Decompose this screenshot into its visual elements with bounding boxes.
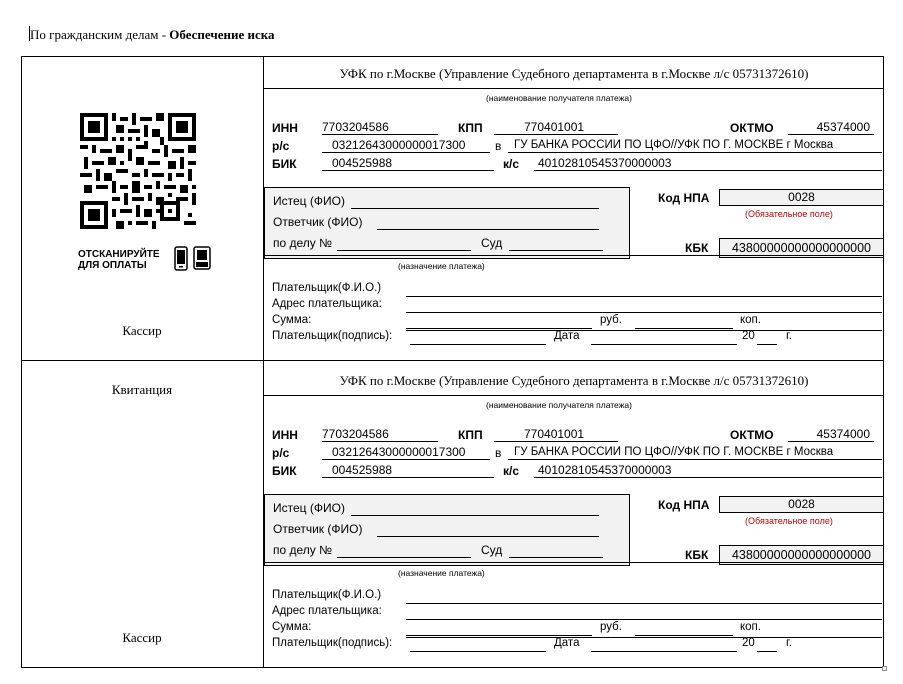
payment-section-receipt bbox=[264, 364, 884, 668]
year-field[interactable] bbox=[757, 651, 777, 652]
plaintiff-label: Истец (ФИО) bbox=[273, 501, 345, 515]
resize-handle[interactable] bbox=[882, 666, 887, 671]
inn-field[interactable]: 7703204586 bbox=[322, 427, 438, 442]
payer-name-field[interactable] bbox=[406, 296, 882, 297]
npa-label: Код НПА bbox=[658, 498, 710, 512]
amount-rub-field[interactable] bbox=[406, 328, 592, 329]
recipient-caption: (наименование получателя платежа) bbox=[486, 400, 632, 410]
amount-rule bbox=[406, 330, 882, 331]
header-prefix: По гражданским делам - bbox=[30, 27, 170, 42]
kbk-label: КБК bbox=[685, 548, 709, 562]
oktmo-label: ОКТМО bbox=[730, 428, 774, 442]
court-field[interactable] bbox=[509, 250, 603, 251]
purpose-rule bbox=[264, 562, 884, 563]
page-header bbox=[30, 27, 275, 43]
court-field[interactable] bbox=[509, 557, 603, 558]
account-field[interactable]: 03212643000000017300 bbox=[322, 138, 490, 153]
amount-label: Сумма: bbox=[272, 314, 312, 326]
bik-field[interactable]: 004525988 bbox=[322, 463, 494, 478]
purpose-rule bbox=[264, 255, 884, 256]
payer-name-label: Плательщик(Ф.И.О.) bbox=[272, 282, 382, 294]
date-label: Дата bbox=[554, 330, 580, 342]
date-label: Дата bbox=[554, 637, 580, 649]
bank-in-label: в bbox=[495, 446, 502, 460]
amount-kop-field[interactable] bbox=[635, 328, 733, 329]
parties-box bbox=[264, 187, 630, 259]
signature-label: Плательщик(подпись): bbox=[272, 330, 393, 342]
plaintiff-field[interactable] bbox=[351, 208, 599, 209]
kbk-field[interactable]: 43800000000000000000 bbox=[719, 545, 884, 565]
cashier-label-bottom: Кассир bbox=[122, 630, 162, 645]
date-field[interactable] bbox=[591, 344, 737, 345]
phone-scan-icon bbox=[174, 246, 212, 272]
court-label: Суд bbox=[481, 236, 503, 250]
scan-caption-line2: ДЛЯ ОПЛАТЫ bbox=[78, 260, 147, 271]
rs-label: р/с bbox=[272, 446, 290, 460]
plaintiff-field[interactable] bbox=[351, 515, 599, 516]
kpp-field[interactable]: 770401001 bbox=[494, 120, 618, 135]
bik-label: БИК bbox=[272, 157, 297, 171]
defendant-field[interactable] bbox=[377, 536, 599, 537]
amount-rub-field[interactable] bbox=[406, 635, 592, 636]
case-number-field[interactable] bbox=[337, 557, 471, 558]
kbk-field[interactable]: 43800000000000000000 bbox=[719, 238, 884, 258]
kpp-label: КПП bbox=[458, 428, 483, 442]
year-suffix: г. bbox=[786, 637, 792, 649]
payer-name-label: Плательщик(Ф.И.О.) bbox=[272, 589, 382, 601]
oktmo-label: ОКТМО bbox=[730, 121, 774, 135]
payer-name-field[interactable] bbox=[406, 603, 882, 604]
npa-label: Код НПА bbox=[658, 191, 710, 205]
payer-address-label: Адрес плательщика: bbox=[272, 605, 382, 617]
year-field[interactable] bbox=[757, 344, 777, 345]
npa-code-field[interactable]: 0028 bbox=[719, 496, 884, 513]
case-number-label: по делу № bbox=[273, 543, 332, 557]
ks-label: к/с bbox=[503, 464, 520, 478]
cashier-label-top: Кассир bbox=[122, 323, 162, 338]
payer-address-field[interactable] bbox=[406, 619, 882, 620]
bank-in-label: в bbox=[495, 139, 502, 153]
recipient-caption: (наименование получателя платежа) bbox=[486, 93, 632, 103]
amount-kop-field[interactable] bbox=[635, 635, 733, 636]
kpp-label: КПП bbox=[458, 121, 483, 135]
npa-code-field[interactable]: 0028 bbox=[719, 189, 884, 206]
year-suffix: г. bbox=[786, 330, 792, 342]
purpose-caption: (назначение платежа) bbox=[398, 261, 485, 271]
kop-label: коп. bbox=[740, 621, 761, 633]
oktmo-field[interactable]: 45374000 bbox=[788, 120, 874, 135]
recipient-name: УФК по г.Москве (Управление Судебного департамента в г.Москве л/с 05731372610) bbox=[264, 57, 884, 89]
signature-field[interactable] bbox=[410, 651, 546, 652]
defendant-label: Ответчик (ФИО) bbox=[273, 522, 363, 536]
court-label: Суд bbox=[481, 543, 503, 557]
case-number-label: по делу № bbox=[273, 236, 332, 250]
ks-label: к/с bbox=[503, 157, 520, 171]
payer-address-field[interactable] bbox=[406, 312, 882, 313]
bik-field[interactable]: 004525988 bbox=[322, 156, 494, 171]
year-prefix: 20 bbox=[742, 330, 755, 342]
rs-label: р/с bbox=[272, 139, 290, 153]
scan-caption-line1: ОТСКАНИРУЙТЕ bbox=[78, 249, 160, 260]
bank-field[interactable]: ГУ БАНКА РОССИИ ПО ЦФО//УФК ПО Г. МОСКВЕ г Москва bbox=[508, 138, 882, 153]
rub-label: руб. bbox=[600, 621, 622, 633]
kpp-field[interactable]: 770401001 bbox=[494, 427, 618, 442]
payer-address-label: Адрес плательщика: bbox=[272, 298, 382, 310]
inn-label: ИНН bbox=[272, 428, 298, 442]
recipient-name: УФК по г.Москве (Управление Судебного департамента в г.Москве л/с 05731372610) bbox=[264, 364, 884, 396]
signature-label: Плательщик(подпись): bbox=[272, 637, 393, 649]
account-field[interactable]: 03212643000000017300 bbox=[322, 445, 490, 460]
scan-to-pay-caption bbox=[78, 249, 160, 271]
defendant-label: Ответчик (ФИО) bbox=[273, 215, 363, 229]
amount-label: Сумма: bbox=[272, 621, 312, 633]
oktmo-field[interactable]: 45374000 bbox=[788, 427, 874, 442]
plaintiff-label: Истец (ФИО) bbox=[273, 194, 345, 208]
amount-rule bbox=[406, 637, 882, 638]
bik-label: БИК bbox=[272, 464, 297, 478]
bank-field[interactable]: ГУ БАНКА РОССИИ ПО ЦФО//УФК ПО Г. МОСКВЕ г Москва bbox=[508, 445, 882, 460]
defendant-field[interactable] bbox=[377, 229, 599, 230]
year-prefix: 20 bbox=[742, 637, 755, 649]
inn-label: ИНН bbox=[272, 121, 298, 135]
correspondent-account-field[interactable]: 40102810545370000003 bbox=[534, 156, 882, 171]
header-bold-title: Обеспечение иска bbox=[169, 27, 275, 42]
case-number-field[interactable] bbox=[337, 250, 471, 251]
kop-label: коп. bbox=[740, 314, 761, 326]
date-field[interactable] bbox=[591, 651, 737, 652]
payment-section-notice bbox=[264, 57, 884, 361]
kbk-label: КБК bbox=[685, 241, 709, 255]
receipt-label: Квитанция bbox=[111, 382, 173, 397]
signature-field[interactable] bbox=[410, 344, 546, 345]
correspondent-account-field[interactable]: 40102810545370000003 bbox=[534, 463, 882, 478]
parties-box bbox=[264, 494, 630, 566]
npa-required-note: (Обязательное поле) bbox=[745, 516, 833, 526]
npa-required-note: (Обязательное поле) bbox=[745, 209, 833, 219]
inn-field[interactable]: 7703204586 bbox=[322, 120, 438, 135]
rub-label: руб. bbox=[600, 314, 622, 326]
qr-code-icon[interactable] bbox=[80, 113, 196, 229]
purpose-caption: (назначение платежа) bbox=[398, 568, 485, 578]
